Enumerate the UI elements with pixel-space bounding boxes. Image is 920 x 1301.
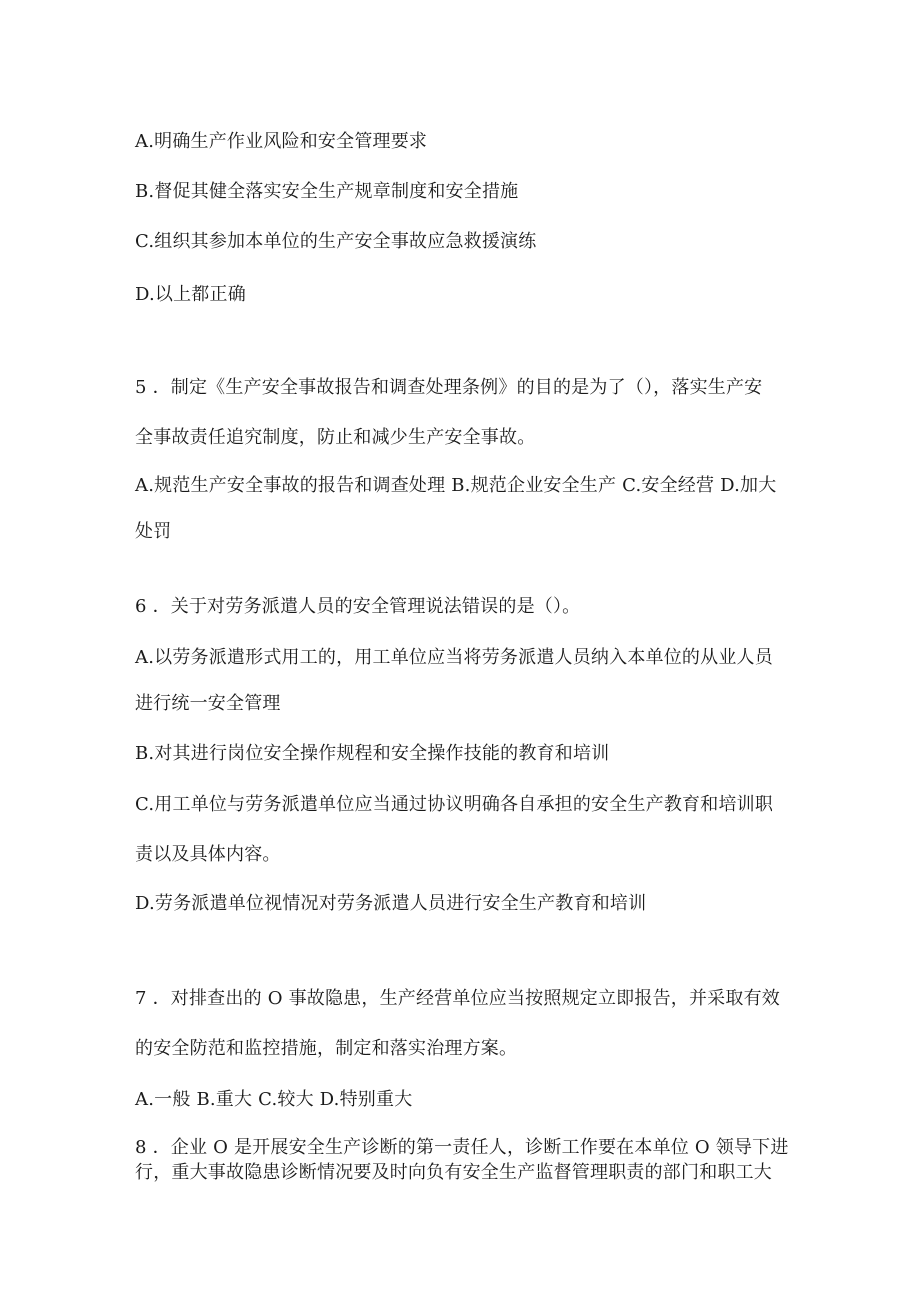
q5-options-line2: 处罚 [135,521,172,542]
q6-option-d: D.劳务派遣单位视情况对劳务派遣人员进行安全生产教育和培训 [135,893,647,914]
q5-stem-line2: 全事故责任追究制度，防止和减少生产安全事故。 [135,427,536,448]
q8-stem-line2: 行，重大事故隐患诊断情况要及时向负有安全生产监督管理职责的部门和职工大 [135,1162,772,1183]
q5-options-line1: A.规范生产安全事故的报告和调查处理 B.规范企业安全生产 C.安全经营 D.加大 [135,475,777,496]
q6-stem: 6 ．关于对劳务派遣人员的安全管理说法错误的是（）。 [135,596,581,617]
q7-stem-line2: 的安全防范和监控措施，制定和落实治理方案。 [135,1038,518,1059]
q5-stem-line1: 5 ．制定《生产安全事故报告和调查处理条例》的目的是为了（），落实生产安 [135,377,763,398]
q7-stem-line1: 7 ．对排查出的 O 事故隐患，生产经营单位应当按照规定立即报告，并采取有效 [135,988,780,1009]
q8-stem-line1: 8 ．企业 O 是开展安全生产诊断的第一责任人，诊断工作要在本单位 O 领导下进 [135,1137,789,1158]
q4-option-d: D.以上都正确 [135,284,246,305]
q6-option-a-line2: 进行统一安全管理 [135,693,281,714]
q6-option-c-line1: C.用工单位与劳务派遣单位应当通过协议明确各自承担的安全生产教育和培训职 [135,794,774,815]
q6-option-a-line1: A.以劳务派遣形式用工的，用工单位应当将劳务派遣人员纳入本单位的从业人员 [135,647,773,668]
q7-options: A.一般 B.重大 C.较大 D.特别重大 [135,1089,413,1110]
q4-option-c: C.组织其参加本单位的生产安全事故应急救援演练 [135,231,537,252]
q4-option-b: B.督促其健全落实安全生产规章制度和安全措施 [135,181,519,202]
q4-option-a: A.明确生产作业风险和安全管理要求 [135,131,428,152]
q6-option-c-line2: 责以及具体内容。 [135,844,281,865]
q6-option-b: B.对其进行岗位安全操作规程和安全操作技能的教育和培训 [135,743,610,764]
